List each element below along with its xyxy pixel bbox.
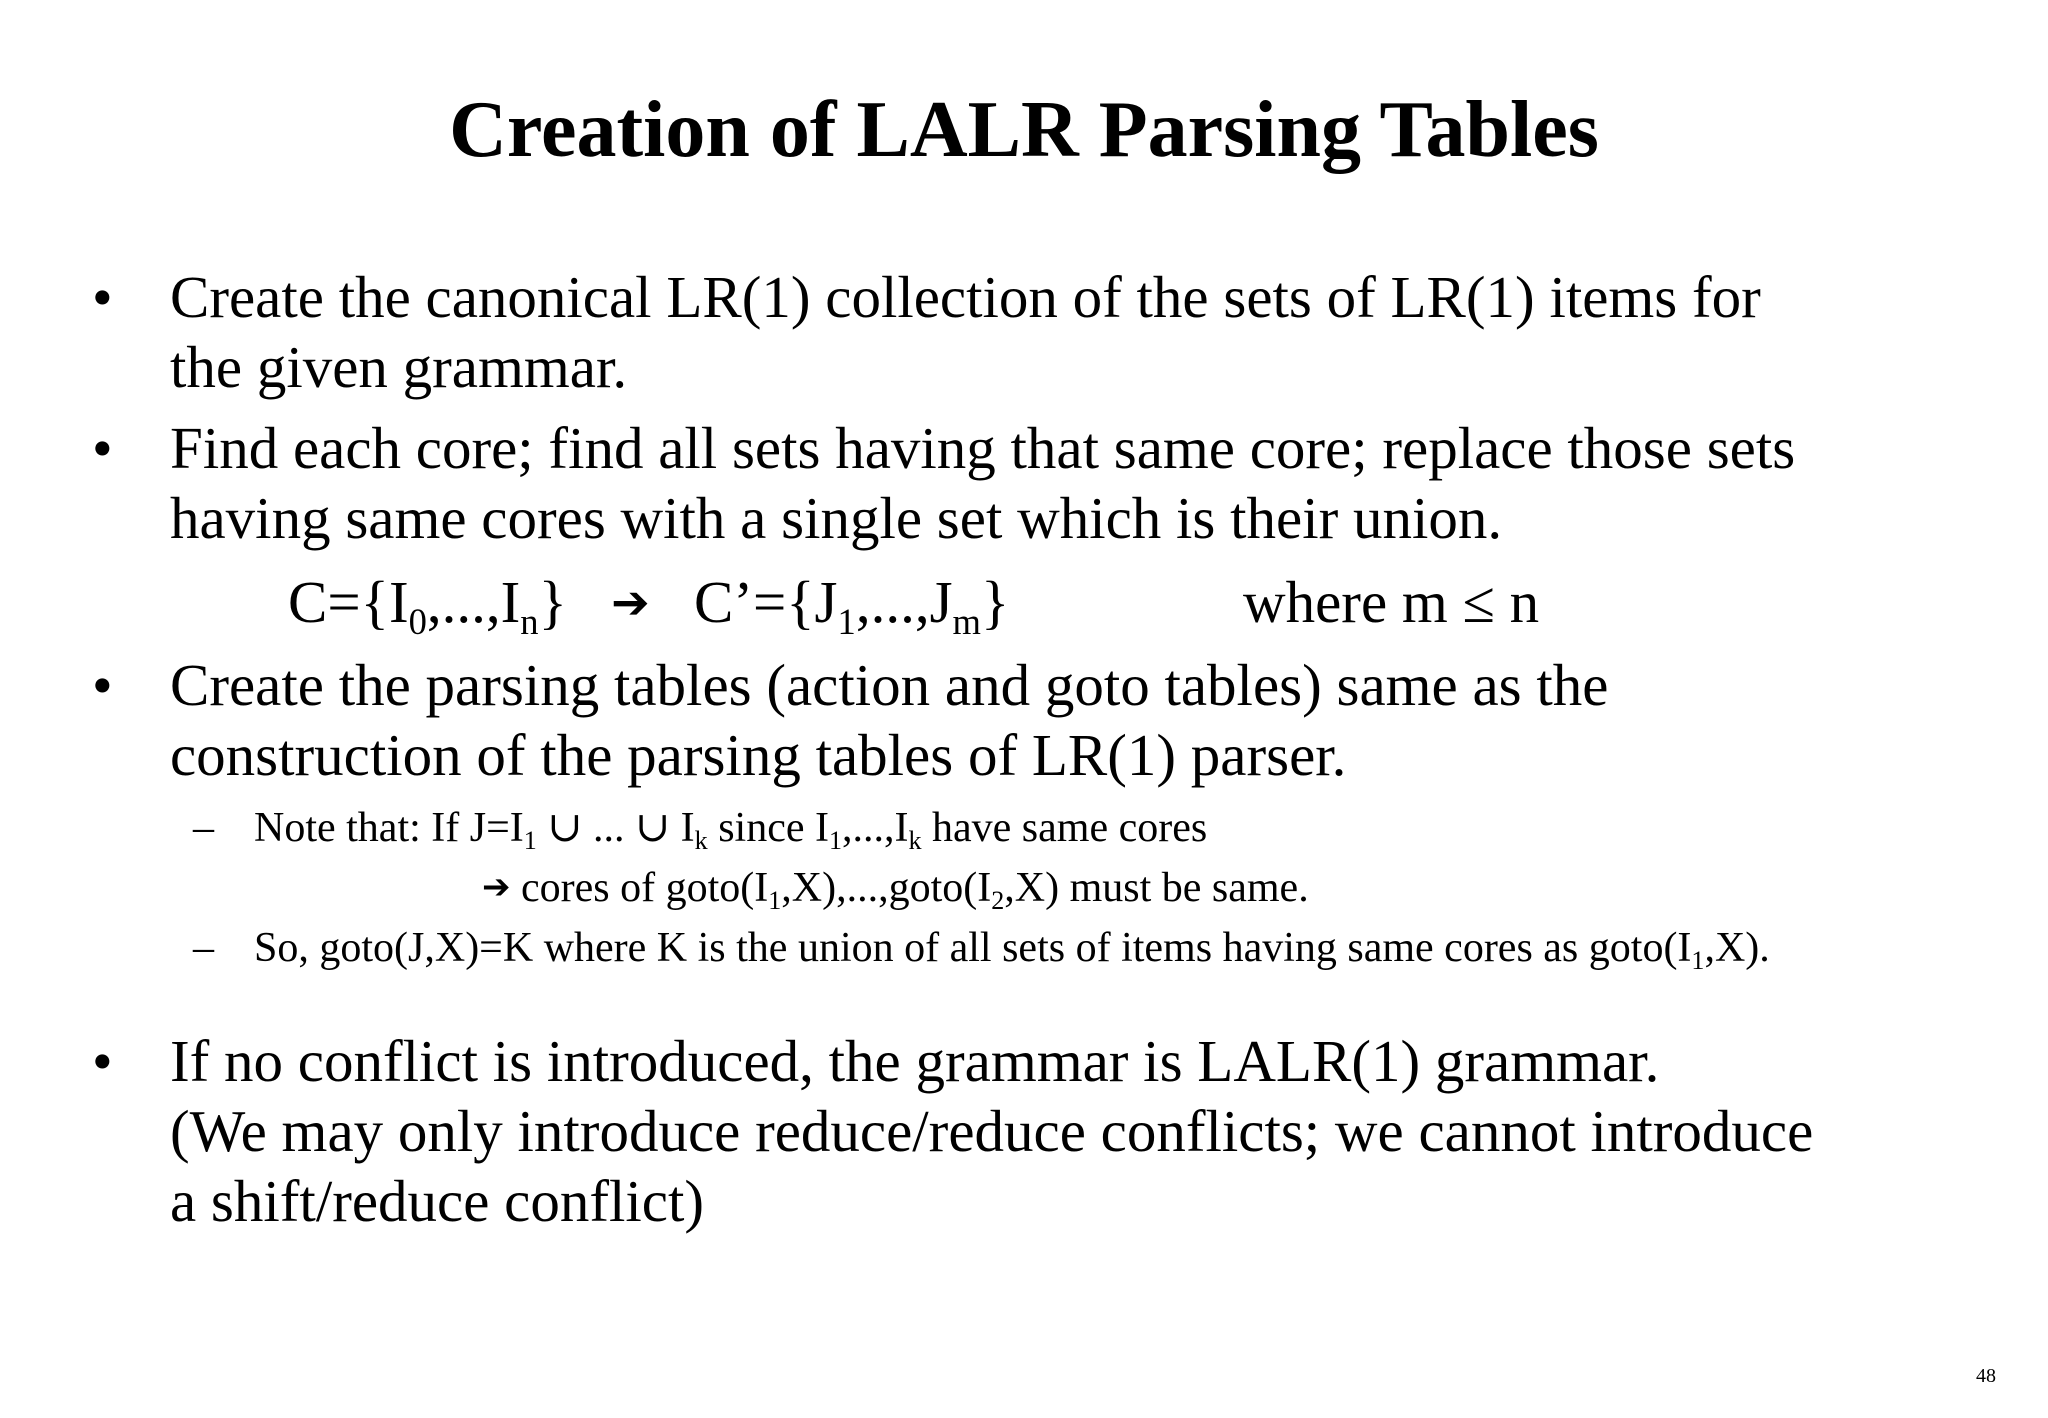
formula-text: C={I bbox=[288, 569, 409, 635]
formula-text: ,...,I bbox=[426, 569, 521, 635]
subbullet-goto bbox=[193, 923, 1770, 976]
formula-subscript: 0 bbox=[408, 600, 427, 642]
bullet-marker: • bbox=[92, 415, 113, 481]
note-subscript: 2 bbox=[991, 886, 1005, 916]
bullet-marker: • bbox=[92, 1028, 113, 1094]
note-text: ,X). bbox=[1704, 925, 1770, 971]
bullet-text-line: the given grammar. bbox=[170, 334, 628, 400]
formula-subscript: n bbox=[520, 600, 539, 642]
bullet-text-line: having same cores with a single set which is their union. bbox=[170, 485, 1503, 551]
slide-title: Creation of LALR Parsing Tables bbox=[449, 86, 1599, 174]
note-text: ∪ ... ∪ I bbox=[536, 805, 695, 851]
bullet-canonical-collection bbox=[92, 262, 1761, 402]
note-text: have same cores bbox=[921, 805, 1208, 851]
bullet-no-conflict bbox=[92, 1026, 1814, 1236]
bullet-marker: • bbox=[92, 652, 113, 718]
note-text: ,X),...,goto(I bbox=[781, 865, 992, 911]
arrow-right-icon: ➔ bbox=[482, 867, 511, 907]
formula-text: C’={J bbox=[693, 569, 838, 635]
note-text: cores of goto(I bbox=[510, 865, 769, 911]
arrow-right-icon: ➔ bbox=[611, 575, 650, 629]
bullet-marker: • bbox=[92, 264, 113, 330]
note-subscript: 1 bbox=[523, 826, 537, 856]
subbullet-note bbox=[193, 803, 1208, 856]
bullet-text-line: Create the parsing tables (action and goto tables) same as the bbox=[170, 652, 1609, 718]
formula-text: ,...,J bbox=[855, 569, 953, 635]
bullet-text-line: a shift/reduce conflict) bbox=[170, 1168, 705, 1234]
formula-subscript: 1 bbox=[837, 600, 856, 642]
note-subscript: 1 bbox=[828, 826, 842, 856]
page-number: 48 bbox=[1976, 1365, 1996, 1387]
note-subscript: 1 bbox=[1691, 946, 1705, 976]
formula-text: } bbox=[538, 569, 567, 635]
formula-text: } bbox=[981, 569, 1010, 635]
note-text: ,...,I bbox=[842, 805, 909, 851]
note-text: ,X) must be same. bbox=[1004, 865, 1309, 911]
bullet-text-line: construction of the parsing tables of LR(1) parser. bbox=[170, 722, 1347, 788]
bullet-text-line: (We may only introduce reduce/reduce conflicts; we cannot introduce bbox=[170, 1098, 1814, 1164]
bullet-text-line: Create the canonical LR(1) collection of the sets of LR(1) items for bbox=[170, 264, 1761, 330]
formula-condition: where m ≤ n bbox=[1243, 569, 1540, 635]
bullet-create-tables bbox=[92, 650, 1609, 790]
note-subscript: 1 bbox=[768, 886, 782, 916]
bullet-text-line: If no conflict is introduced, the grammar is LALR(1) grammar. bbox=[170, 1028, 1660, 1094]
formula-subscript: m bbox=[952, 600, 981, 642]
bullet-find-cores bbox=[92, 413, 1796, 553]
note-continuation bbox=[482, 863, 1309, 915]
subbullet-marker: – bbox=[193, 805, 214, 851]
subbullet-marker: – bbox=[193, 925, 214, 971]
note-text: So, goto(J,X)=K where K is the union of all sets of items having same cores as goto(I bbox=[254, 925, 1692, 971]
note-subscript: k bbox=[694, 826, 708, 856]
note-text: Note that: If J=I bbox=[254, 805, 524, 851]
note-text: since I bbox=[707, 805, 829, 851]
merge-formula bbox=[288, 567, 1540, 642]
note-subscript: k bbox=[908, 826, 922, 856]
bullet-text-line: Find each core; find all sets having that same core; replace those sets bbox=[170, 415, 1796, 481]
